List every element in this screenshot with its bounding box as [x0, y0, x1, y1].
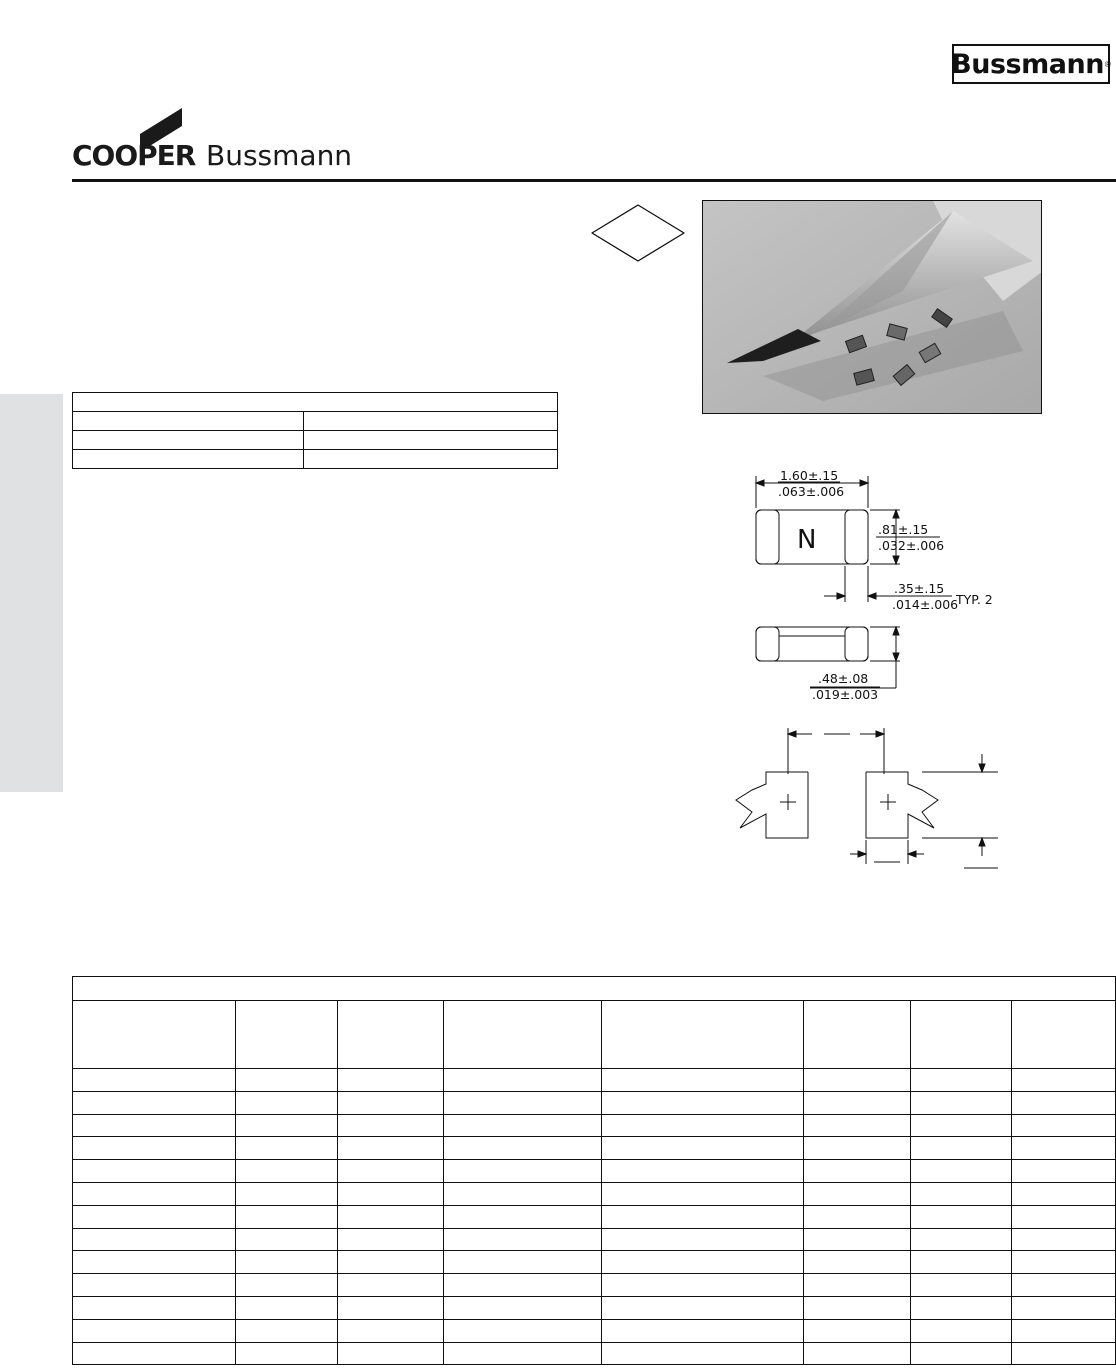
photo-pencil-and-fuses [703, 201, 1042, 414]
table-row [73, 1274, 1116, 1297]
main-table-header-row [73, 1001, 1116, 1069]
spec-table-title-row [73, 393, 558, 412]
spec-table-row [73, 412, 558, 431]
length-mm-label: 1.60±.15 [780, 468, 839, 483]
dimension-drawing [700, 460, 1020, 880]
table-row [73, 1114, 1116, 1137]
box-logo-text: Bussmann [951, 48, 1104, 80]
terminal-in-label: .014±.006 [892, 597, 959, 612]
spec-table [72, 392, 558, 469]
spec-table-row [73, 450, 558, 469]
table-row [73, 1205, 1116, 1228]
product-photo [702, 200, 1042, 414]
header-rule [72, 179, 1116, 182]
width-mm-label: .81±.15 [878, 522, 929, 537]
terminal-mm-label: .35±.15 [894, 581, 945, 596]
table-row [73, 1251, 1116, 1274]
width-in-label: .032±.006 [878, 538, 945, 553]
table-row [73, 1228, 1116, 1251]
table-row [73, 1091, 1116, 1114]
cooper-wordmark: COOPER [72, 139, 196, 172]
diamond-badge [590, 203, 686, 263]
main-table [72, 976, 1116, 1365]
side-tab [0, 394, 63, 792]
table-row [73, 1069, 1116, 1092]
terminal-note-label: TYP. 2 [956, 592, 993, 607]
spec-table-row [73, 431, 558, 450]
bussmann-box-logo [952, 44, 1110, 84]
bussmann-wordmark: Bussmann [206, 139, 353, 172]
table-row [73, 1137, 1116, 1160]
height-in-label: .019±.003 [812, 687, 879, 702]
table-row [73, 1296, 1116, 1319]
height-mm-label: .48±.08 [818, 671, 869, 686]
table-row [73, 1342, 1116, 1365]
table-row [73, 1182, 1116, 1205]
part-marking: N [797, 525, 817, 555]
registered-mark: ® [1104, 59, 1111, 69]
length-in-label: .063±.006 [778, 484, 845, 499]
main-table-title-row [73, 977, 1116, 1001]
table-row [73, 1160, 1116, 1183]
table-row [73, 1319, 1116, 1342]
